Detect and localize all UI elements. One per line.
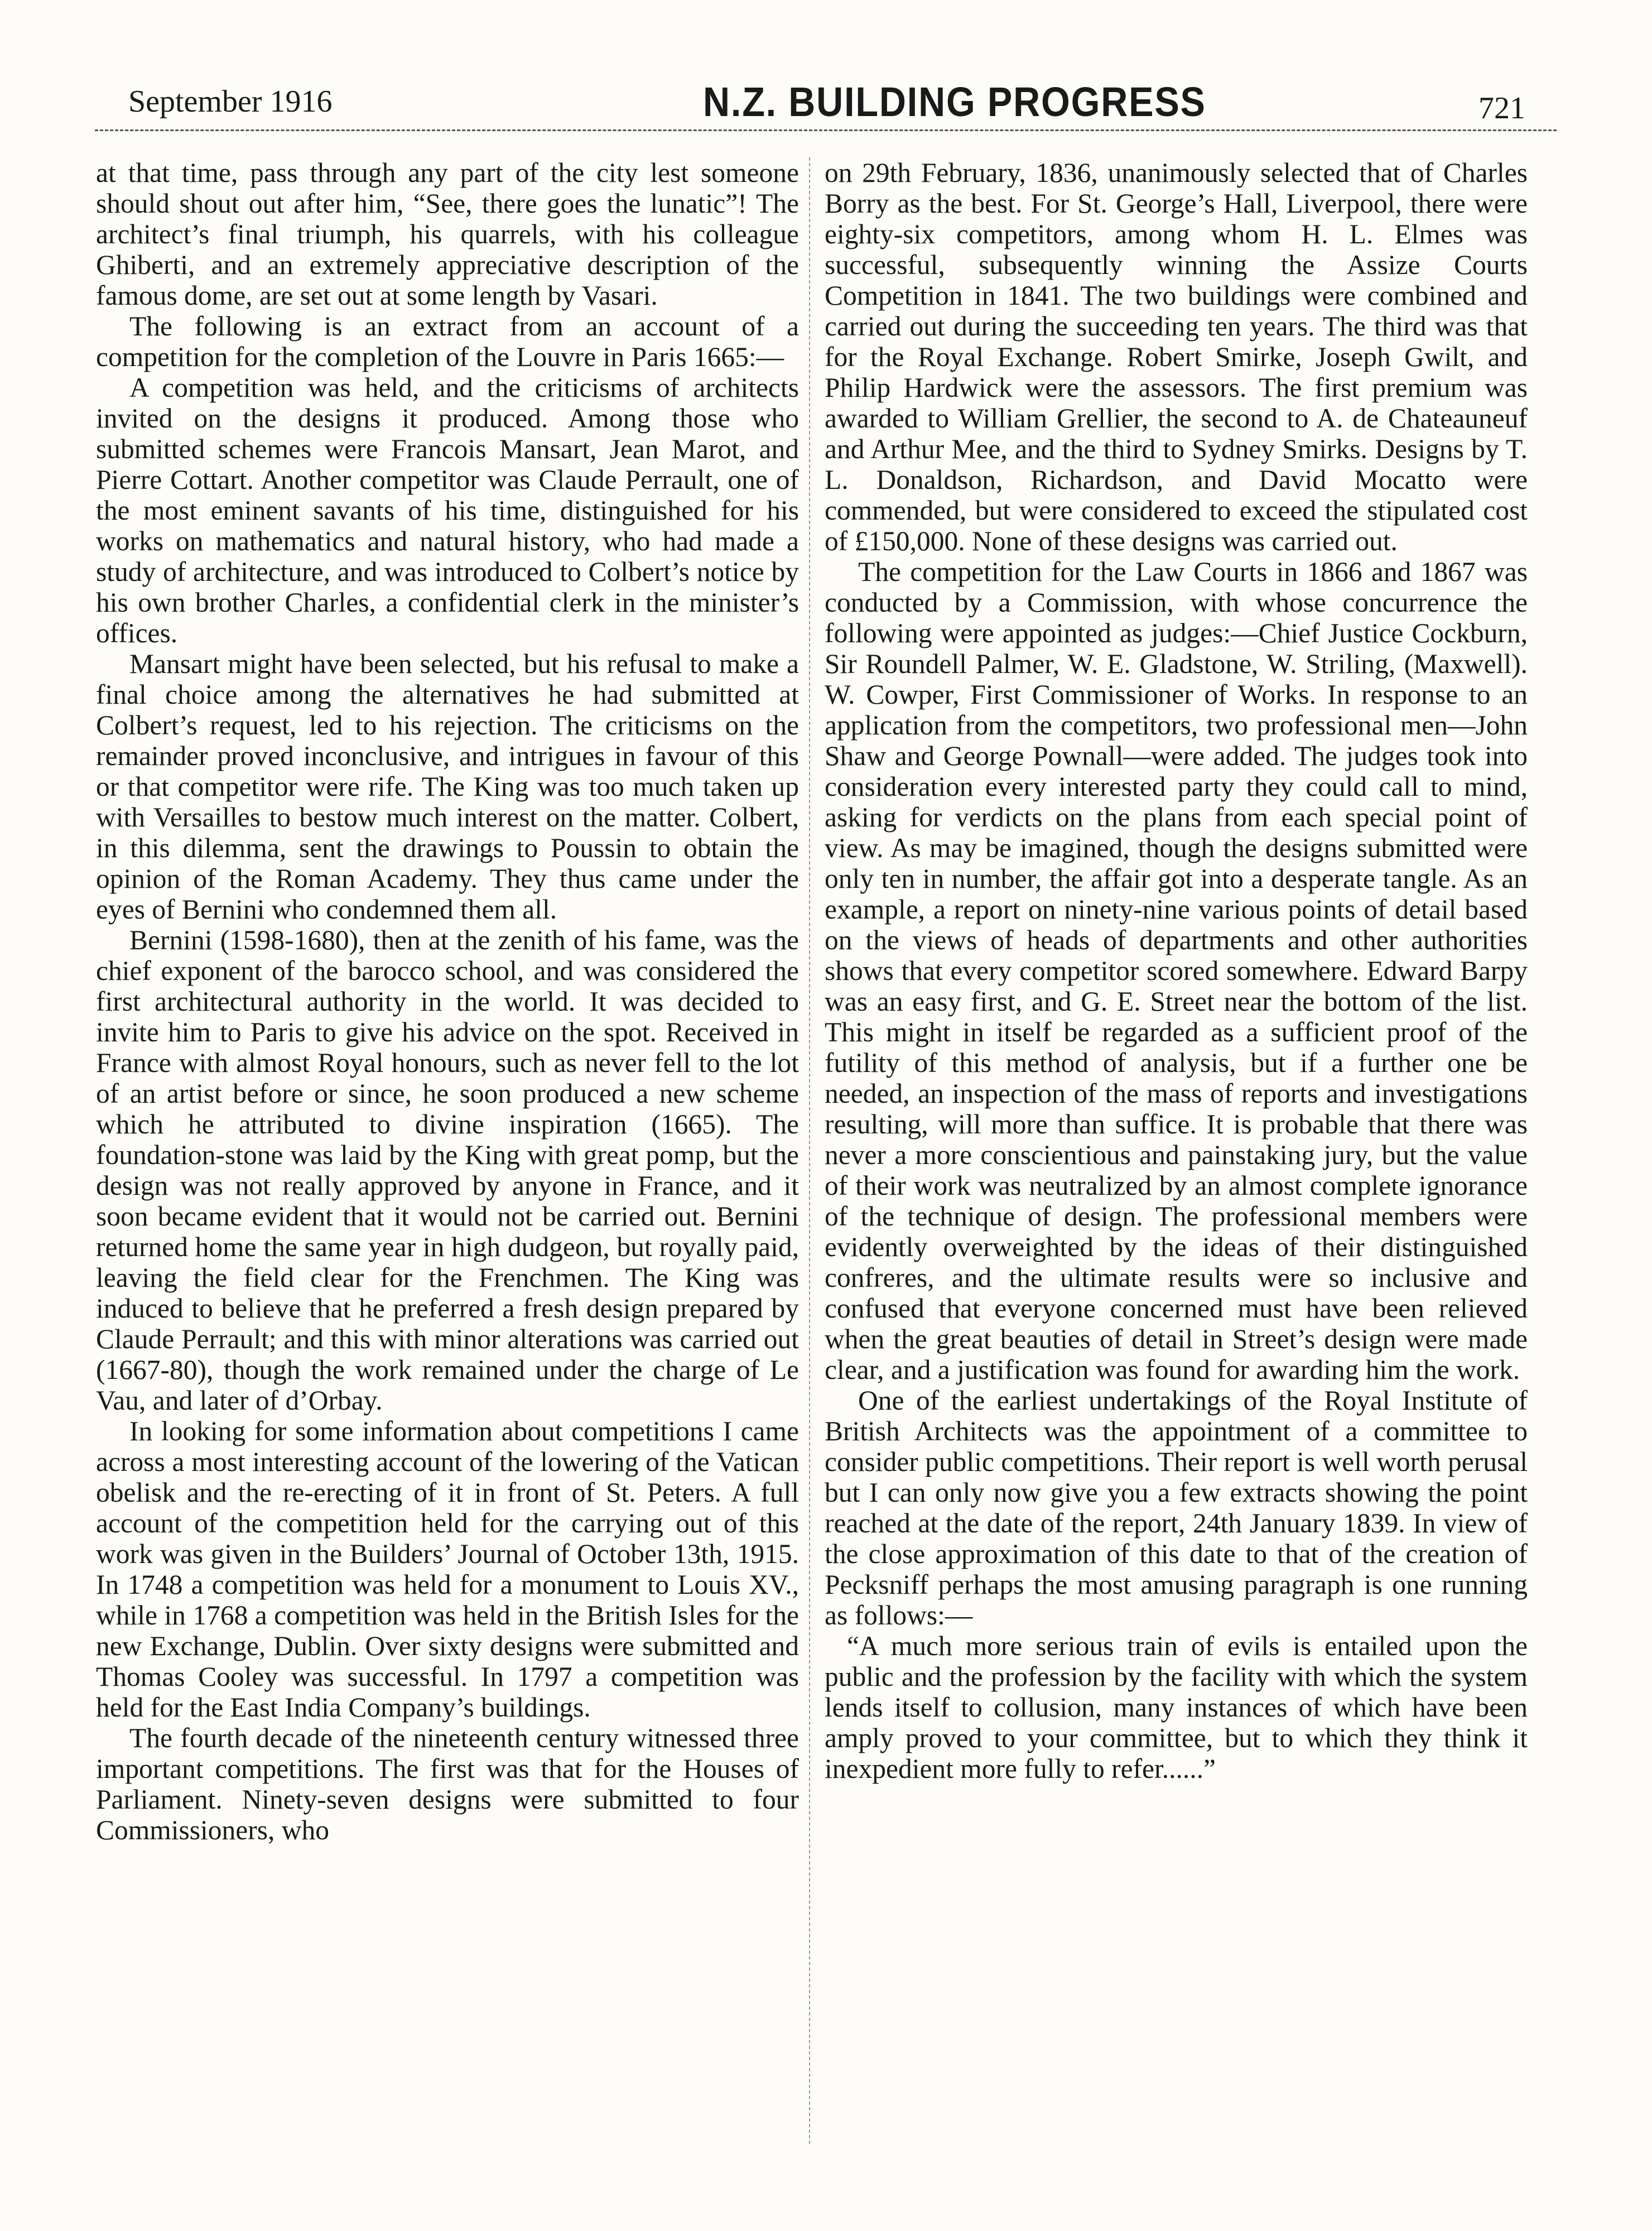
paragraph: on 29th February, 1836, unanimously selected that of Charles Borry as the best. For St. George’s Hall, Liverpool, there were eighty-six competitors, among whom H. L. Elmes was successful, subsequently winning the Assize Courts Competition in 1841. The two buildings were combined and carried out during the succeeding ten years. The third was that for the Royal Exchange. Robert Smirke, Joseph Gwilt, and Philip Hardwick were the assessors. The first premium was awarded to William Grellier, the second to A. de Chateauneuf and Arthur Mee, and the third to Sydney Smirks. Designs by T. L. Donaldson, Richardson, and David Mocatto were commended, but were considered to exceed the stipulated cost of £150,000. None of these designs was carried out. xyxy=(825,157,1528,556)
paragraph: Mansart might have been selected, but his refusal to make a final choice among the alternatives he had submitted at Colbert’s request, led to his rejection. The criticisms on the remainder proved inconclusive, and intrigues in favour of this or that competitor were rife. The King was too much taken up with Versailles to bestow much interest on the matter. Colbert, in this dilemma, sent the drawings to Poussin to obtain the opinion of the Roman Academy. They thus came under the eyes of Bernini who condemned them all. xyxy=(96,648,799,925)
quoted-paragraph: “A much more serious train of evils is entailed upon the public and the profession by the facility with which the system lends itself to collusion, many instances of which have been amply proved to your committee, but to which they think it inexpedient more fully to refer......” xyxy=(825,1631,1528,1784)
page-header xyxy=(95,79,1557,145)
paragraph: A competition was held, and the criticisms of architects invited on the designs it produced. Among those who submitted schemes were Francois Mansart, Jean Marot, and Pierre Cottart. Another competitor was Claude Perrault, one of the most eminent savants of his time, distinguished for his works on mathematics and natural history, who had made a study of architecture, and was introduced to Colbert’s notice by his own brother Charles, a confidential clerk in the minister’s offices. xyxy=(96,372,799,648)
paragraph: The competition for the Law Courts in 1866 and 1867 was conducted by a Commission, with whose concurrence the following were appointed as judges:—Chief Justice Cockburn, Sir Roundell Palmer, W. E. Gladstone, W. Striling, (Maxwell). W. Cowper, First Commissioner of Works. In response to an application from the competitors, two professional men—John Shaw and George Pownall—were added. The judges took into consideration every interested party they could call to mind, asking for verdicts on the plans from each special point of view. As may be imagined, though the designs submitted were only ten in number, the affair got into a desperate tangle. As an example, a report on ninety-nine various points of detail based on the views of heads of departments and other authorities shows that every competitor scored somewhere. Edward Barpy was an easy first, and G. E. Street near the bottom of the list. This might in itself be regarded as a sufficient proof of the futility of this method of analysis, but if a further one be needed, an inspection of the mass of reports and investigations resulting, will more than suffice. It is probable that there was never a more conscientious and painstaking jury, but the value of their work was neutralized by an almost complete ignorance of the technique of design. The professional members were evidently overweighted by the ideas of their distinguished confreres, and the ultimate results were so inclusive and confused that everyone concerned must have been relieved when the great beauties of detail in Street’s design were made clear, and a justification was found for awarding him the work. xyxy=(825,556,1528,1385)
column-divider xyxy=(809,157,810,2144)
paragraph: The following is an extract from an account of a competition for the completion of the Louvre in Paris 1665:— xyxy=(96,311,799,372)
issue-date: September 1916 xyxy=(128,84,333,119)
page-number: 721 xyxy=(1478,91,1525,126)
paragraph: One of the earliest undertakings of the Royal Institute of British Architects was the appointment of a committee to consider public competitions. Their report is well worth perusal but I can only now give you a few extracts showing the point reached at the date of the report, 24th January 1839. In view of the close approximation of this date to that of the creation of Pecksniff perhaps the most amusing paragraph is one running as follows:— xyxy=(825,1385,1528,1631)
paragraph: at that time, pass through any part of the city lest someone should shout out after him, “See, there goes the lunatic”! The architect’s final triumph, his quarrels, with his colleague Ghiberti, and an extremely appreciative description of the famous dome, are set out at some length by Vasari. xyxy=(96,157,799,311)
left-column xyxy=(96,157,799,1845)
paragraph: The fourth decade of the nineteenth century witnessed three important competitions. The first was that for the Houses of Parliament. Ninety-seven designs were submitted to four Commissioners, who xyxy=(96,1723,799,1845)
paragraph: Bernini (1598-1680), then at the zenith of his fame, was the chief exponent of the barocco school, and was considered the first architectural authority in the world. It was decided to invite him to Paris to give his advice on the spot. Received in France with almost Royal honours, such as never fell to the lot of an artist before or since, he soon produced a new scheme which he attributed to divine inspiration (1665). The foundation-stone was laid by the King with great pomp, but the design was not really approved by anyone in France, and it soon became evident that it would not be carried out. Bernini returned home the same year in high dudgeon, but royally paid, leaving the field clear for the Frenchmen. The King was induced to believe that he preferred a fresh design prepared by Claude Perrault; and this with minor alterations was carried out (1667-80), though the work remained under the charge of Le Vau, and later of d’Orbay. xyxy=(96,925,799,1416)
paragraph: In looking for some information about competitions I came across a most interesting account of the lowering of the Vatican obelisk and the re-erecting of it in front of St. Peters. A full account of the competition held for the carrying out of this work was given in the Builders’ Journal of October 13th, 1915. In 1748 a competition was held for a monument to Louis XV., while in 1768 a competition was held in the British Isles for the new Exchange, Dublin. Over sixty designs were submitted and Thomas Cooley was successful. In 1797 a competition was held for the East India Company’s buildings. xyxy=(96,1416,799,1723)
header-rule xyxy=(95,129,1557,131)
publication-title: N.Z. BUILDING PROGRESS xyxy=(703,79,1206,125)
right-column xyxy=(825,157,1528,1784)
